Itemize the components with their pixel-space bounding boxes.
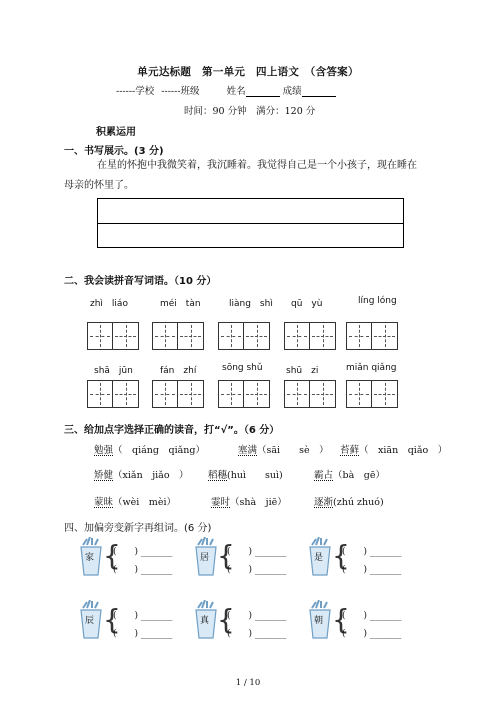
tianzige-box[interactable] (218, 380, 270, 408)
brace-icon: { (103, 603, 121, 636)
q1-text-line2: 母亲的怀里了。 (64, 180, 134, 191)
q3-heading: 三、给加点字选择正确的读音，打“√”。（6 分） (64, 425, 280, 436)
tianzige-box[interactable] (87, 380, 139, 408)
q1-text-line1: 在星的怀抱中我微笑着，我沉睡着。我觉得自己是一个小孩子，现在睡在 (97, 160, 417, 171)
answer-slot[interactable]: ( ) _______ (113, 629, 173, 639)
base-char: 朝 (314, 616, 324, 626)
q3-options[interactable]: （sāi sè ） (257, 445, 329, 456)
q3-word: 矫健（xiǎn jiǎo ） (94, 470, 189, 481)
pencil-cup-icon (307, 537, 333, 577)
answer-slot[interactable]: ( ) _______ (113, 547, 173, 557)
base-char: 真 (200, 616, 210, 626)
tianzige-box[interactable] (346, 322, 398, 350)
q4-heading: 四、加偏旁变新字再组词。(6 分) (64, 523, 212, 534)
q3-options[interactable]: （xiǎn jiǎo ） (113, 470, 189, 481)
answer-slot[interactable]: ( ) _______ (227, 547, 287, 557)
score-label: 成绩 (282, 86, 302, 97)
pinyin-7: fán zhí (160, 366, 197, 376)
name-underline (246, 85, 280, 97)
q1-heading: 一、书写展示。(3 分) (64, 146, 164, 157)
pinyin-6: shā jūn (94, 366, 133, 376)
pencil-cup-icon (193, 537, 219, 577)
base-char: 辰 (85, 616, 95, 626)
class-blank: ------班级 (161, 86, 200, 97)
q3-word: 逐渐(zhú zhuó) (314, 497, 384, 508)
q3-word: 勉强（ qiáng qiǎng） (94, 445, 205, 456)
answer-slot[interactable]: ( ) _______ (342, 629, 402, 639)
q3-word: 蒙昧（wèi mèi） (94, 497, 176, 508)
answer-slot[interactable]: ( ) _______ (342, 565, 402, 575)
page-title: 单元达标题 第一单元 四上语文 （含答案） (137, 66, 359, 78)
q3-options[interactable]: (zhú zhuó) (333, 497, 384, 508)
answer-slot[interactable]: ( ) _______ (113, 611, 173, 621)
answer-slot[interactable]: ( ) _______ (227, 565, 287, 575)
pinyin-3: liàng shì (229, 299, 273, 309)
time-score-line: 时间：90 分钟 满分：120 分 (184, 106, 316, 117)
school-blank: ------学校 (116, 86, 155, 97)
pinyin-2: méi tàn (160, 299, 201, 309)
brace-icon: { (217, 603, 235, 636)
q3-options[interactable]: (huì suì) (227, 470, 283, 481)
tianzige-box[interactable] (284, 322, 336, 350)
pinyin-4: qū yù (291, 299, 323, 309)
tianzige-box[interactable] (346, 380, 398, 408)
tianzige-box[interactable] (152, 380, 204, 408)
answer-slot[interactable]: ( ) _______ (113, 565, 173, 575)
score-underline (302, 85, 336, 97)
pencil-cup-icon (307, 600, 333, 640)
pinyin-8: sōng shǔ (222, 363, 263, 373)
pencil-cup-icon (78, 537, 104, 577)
base-char: 是 (314, 553, 324, 563)
tianzige-box[interactable] (284, 380, 336, 408)
q3-word: 苔藓（ xiān qiǎo ） (340, 445, 448, 456)
answer-slot[interactable]: ( ) _______ (342, 547, 402, 557)
q2-heading: 二、我会读拼音写词语。（10 分） (64, 276, 217, 287)
q3-options[interactable]: （bà gē） (333, 470, 385, 481)
q3-options[interactable]: （shà jiē） (230, 497, 287, 508)
q3-word: 塞满（sāi sè ） (238, 445, 329, 456)
q3-word: 稻穗(huì suì) (208, 470, 283, 481)
answer-slot[interactable]: ( ) _______ (342, 611, 402, 621)
pinyin-5: líng lóng (358, 296, 397, 306)
pinyin-1: zhì liáo (90, 299, 128, 309)
q3-options[interactable]: （ qiáng qiǎng） (113, 445, 205, 456)
brace-icon: { (332, 539, 350, 572)
section-heading: 积累运用 (96, 127, 136, 138)
student-info-line (116, 83, 336, 97)
q3-options[interactable]: （ xiān qiǎo ） (359, 445, 448, 456)
q3-word: 霎时（shà jiē） (211, 497, 287, 508)
tianzige-box[interactable] (87, 322, 139, 350)
pinyin-9: shū zi (286, 366, 319, 376)
writing-box[interactable] (97, 198, 404, 248)
answer-slot[interactable]: ( ) _______ (227, 629, 287, 639)
brace-icon: { (217, 539, 235, 572)
tianzige-box[interactable] (152, 322, 204, 350)
base-char: 居 (200, 553, 210, 563)
pencil-cup-icon (193, 600, 219, 640)
answer-slot[interactable]: ( ) _______ (227, 611, 287, 621)
base-char: 家 (85, 553, 95, 563)
writing-box-divider (98, 223, 403, 224)
tianzige-box[interactable] (218, 322, 270, 350)
pencil-cup-icon (78, 600, 104, 640)
page-number: 1 / 10 (235, 678, 261, 688)
brace-icon: { (103, 539, 121, 572)
pinyin-10: miǎn qiǎng (346, 363, 397, 373)
brace-icon: { (332, 603, 350, 636)
q3-word: 霸占（bà gē） (314, 470, 385, 481)
q3-options[interactable]: （wèi mèi） (113, 497, 176, 508)
name-label: 姓名 (226, 86, 246, 97)
